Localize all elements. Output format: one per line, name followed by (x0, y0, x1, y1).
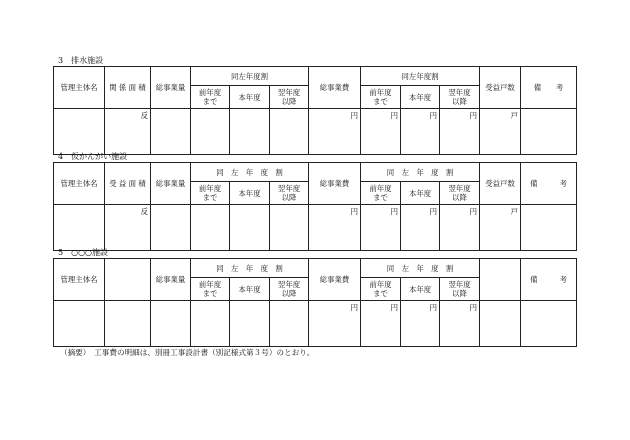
header-next-years: 翌年度 以降 (270, 86, 309, 109)
cell-next-years-cost[interactable]: 円 (440, 205, 480, 251)
cell-next-years-cost[interactable]: 円 (440, 301, 480, 347)
header-yearly-breakdown: 同 左 年 度 割 (191, 163, 309, 182)
header-manager: 管理主体名 (54, 67, 105, 109)
header-total-quantity: 総事業量 (151, 67, 191, 109)
cell-next-years[interactable] (270, 205, 309, 251)
cell-remarks[interactable] (521, 301, 577, 347)
header-remarks: 備 考 (521, 67, 577, 109)
cell-prev-years-cost[interactable]: 円 (361, 205, 401, 251)
header-yearly-breakdown: 同 左 年 度 割 (191, 259, 309, 278)
header-manager: 管理主体名 (54, 259, 105, 301)
cell-total-cost[interactable]: 円 (309, 205, 361, 251)
header-current-year: 本年度 (230, 182, 270, 205)
header-next-years: 翌年度 以降 (270, 278, 309, 301)
cell-next-years[interactable] (270, 109, 309, 155)
header-households: 受益戸数 (480, 163, 521, 205)
header-manager: 管理主体名 (54, 163, 105, 205)
budget-table (53, 258, 577, 347)
cell-total-quantity[interactable] (151, 301, 191, 347)
cell-area[interactable] (105, 301, 151, 347)
cell-total-cost[interactable]: 円 (309, 109, 361, 155)
header-current-year: 本年度 (230, 278, 270, 301)
header-total-cost: 総事業費 (309, 163, 361, 205)
cell-current-year-cost[interactable]: 円 (401, 205, 440, 251)
cell-manager[interactable] (54, 205, 105, 251)
cell-current-year-cost[interactable]: 円 (401, 301, 440, 347)
cell-prev-years[interactable] (191, 301, 230, 347)
header-prev-years: 前年度 まで (191, 182, 230, 205)
cell-remarks[interactable] (521, 109, 577, 155)
header-current-year: 本年度 (230, 86, 270, 109)
budget-table (53, 66, 577, 155)
cell-current-year-cost[interactable]: 円 (401, 109, 440, 155)
header-next-years-cost: 翌年度 以降 (440, 86, 480, 109)
cell-prev-years[interactable] (191, 109, 230, 155)
cell-area[interactable]: 反 (105, 205, 151, 251)
header-households: 受益戸数 (480, 67, 521, 109)
header-prev-years-cost: 前年度 まで (361, 86, 401, 109)
header-total-quantity: 総事業量 (151, 259, 191, 301)
cell-households[interactable] (480, 301, 521, 347)
cell-prev-years-cost[interactable]: 円 (361, 301, 401, 347)
cell-next-years-cost[interactable]: 円 (440, 109, 480, 155)
header-total-quantity: 総事業量 (151, 163, 191, 205)
header-prev-years-cost: 前年度 まで (361, 182, 401, 205)
cell-total-quantity[interactable] (151, 109, 191, 155)
header-area: 受 益 面 積 (105, 163, 151, 205)
cell-next-years[interactable] (270, 301, 309, 347)
header-area (105, 259, 151, 301)
section-title: 3 排水施設 (58, 56, 104, 65)
header-yearly-breakdown-cost: 同 左 年 度 割 (361, 259, 480, 278)
footnote: （摘要） 工事費の明細は、別冊工事設計書（別記様式第３号）のとおり。 (60, 348, 315, 357)
header-next-years: 翌年度 以降 (270, 182, 309, 205)
cell-area[interactable]: 反 (105, 109, 151, 155)
header-current-year-cost: 本年度 (401, 278, 440, 301)
header-households (480, 259, 521, 301)
cell-current-year[interactable] (230, 205, 270, 251)
section-title: 5 ○○○施設 (58, 248, 109, 257)
header-area: 関 係 面 積 (105, 67, 151, 109)
cell-prev-years[interactable] (191, 205, 230, 251)
cell-manager[interactable] (54, 109, 105, 155)
cell-current-year[interactable] (230, 301, 270, 347)
header-total-cost: 総事業費 (309, 259, 361, 301)
header-current-year-cost: 本年度 (401, 182, 440, 205)
cell-remarks[interactable] (521, 205, 577, 251)
header-yearly-breakdown-cost: 同左年度割 (361, 67, 480, 86)
header-remarks: 備 考 (521, 163, 577, 205)
cell-current-year[interactable] (230, 109, 270, 155)
cell-households[interactable]: 戸 (480, 205, 521, 251)
cell-total-quantity[interactable] (151, 205, 191, 251)
cell-prev-years-cost[interactable]: 円 (361, 109, 401, 155)
header-yearly-breakdown: 同左年度割 (191, 67, 309, 86)
header-total-cost: 総事業費 (309, 67, 361, 109)
header-remarks: 備 考 (521, 259, 577, 301)
cell-manager[interactable] (54, 301, 105, 347)
cell-households[interactable]: 戸 (480, 109, 521, 155)
header-current-year-cost: 本年度 (401, 86, 440, 109)
header-next-years-cost: 翌年度 以降 (440, 182, 480, 205)
cell-total-cost[interactable]: 円 (309, 301, 361, 347)
header-next-years-cost: 翌年度 以降 (440, 278, 480, 301)
section-title: 4 仮かんがい施設 (58, 152, 128, 161)
budget-table (53, 162, 577, 251)
header-prev-years: 前年度 まで (191, 86, 230, 109)
header-prev-years-cost: 前年度 まで (361, 278, 401, 301)
header-yearly-breakdown-cost: 同 左 年 度 割 (361, 163, 480, 182)
header-prev-years: 前年度 まで (191, 278, 230, 301)
